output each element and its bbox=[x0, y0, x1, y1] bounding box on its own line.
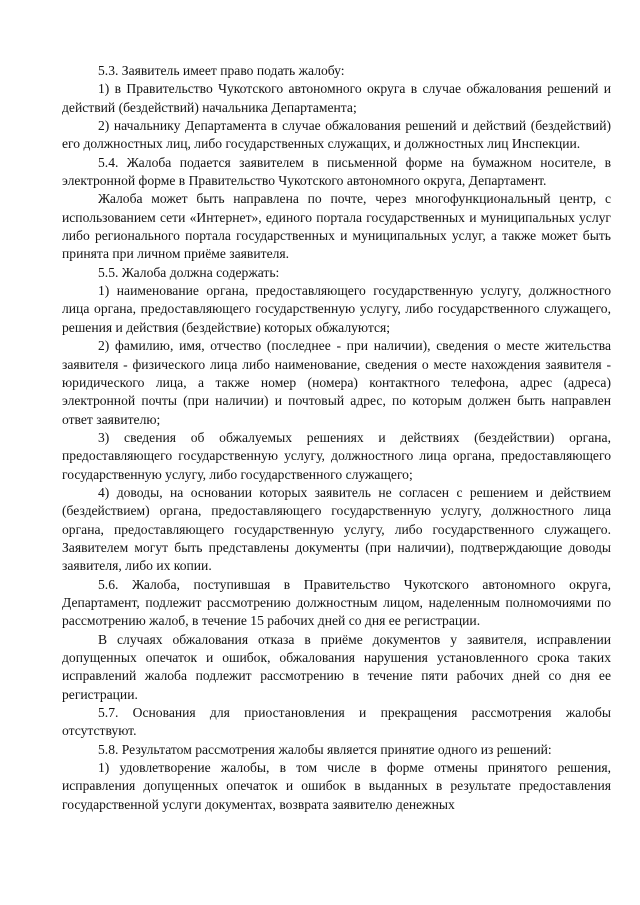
paragraph-5-5-item-3: 3) сведения об обжалуемых решениях и действиях (бездействии) органа, предоставляющего государственную услугу, должностного лица органа, предоставляющего государственную услугу, либо государственного служащего; bbox=[62, 429, 611, 482]
paragraph-5-5-item-2: 2) фамилию, имя, отчество (последнее - при наличии), сведения о месте жительства заявителя - физического лица либо наименование, сведения о месте нахождения заявителя - юридического лица, а также номер (номера) контактного телефона, адрес (адреса) электронной почты (при наличии) и почтовый адрес, по которым должен быть направлен ответ заявителю; bbox=[62, 338, 611, 427]
paragraph-5-6: 5.6. Жалоба, поступившая в Правительство Чукотского автономного округа, Департамент, подлежит рассмотрению должностным лицом, наделенным полномочиями по рассмотрению жалоб, в течение 15 рабочих дней со дня ее регистрации. bbox=[62, 576, 611, 629]
paragraph-5-3: 5.3. Заявитель имеет право подать жалобу: bbox=[98, 63, 345, 78]
paragraph-5-7: 5.7. Основания для приостановления и прекращения рассмотрения жалобы отсутствуют. bbox=[62, 705, 611, 739]
document-body bbox=[62, 62, 611, 814]
paragraph-5-5: 5.5. Жалоба должна содержать: bbox=[98, 264, 280, 280]
paragraph-5-6-refusal: В случаях обжалования отказа в приёме документов у заявителя, исправлении допущенных опечаток и ошибок, обжалования нарушения установленного срока таких исправлений жалоба подлежит рассмотрению в течение пяти рабочих дней со дня ее регистрации. bbox=[62, 631, 611, 702]
paragraph-5-4: 5.4. Жалоба подается заявителем в письменной форме на бумажном носителе, в электронной форме в Правительство Чукотского автономного округа, Департамент. bbox=[62, 154, 611, 189]
paragraph-5-8-item-1: 1) удовлетворение жалобы, в том числе в форме отмены принятого решения, исправления допущенных опечаток и ошибок в выданных в результате предоставления государственной услуги документах, возврата заявителю денежных bbox=[62, 760, 611, 812]
paragraph-5-5-item-4: 4) доводы, на основании которых заявитель не согласен с решением и действием (бездействием) органа, предоставляющего государственную услугу, должностного лица органа, предоставляющего государственную услугу, либо государственного служащего. Заявителем могут быть представлены документы (при наличии), подтверждающие доводы заявителя, либо их копии. bbox=[62, 484, 611, 574]
paragraph-5-4-delivery: Жалоба может быть направлена по почте, через многофункциональный центр, с использованием сети «Интернет», единого портала государственных и муниципальных услуг либо регионального портала государственных и муниципальных услуг, а также может быть принята при личном приёме заявителя. bbox=[62, 191, 611, 262]
paragraph-5-3-item-2: 2) начальнику Департамента в случае обжалования решений и действий (бездействий) его должностных лиц, либо государственных служащих, и должностных лиц Инспекции. bbox=[62, 118, 611, 152]
paragraph-5-5-item-1: 1) наименование органа, предоставляющего государственную услугу, должностного лица органа, предоставляющего государственную услугу, либо государственного служащего, решения и действия (бездействие) которых обжалуются; bbox=[62, 283, 611, 335]
paragraph-5-8: 5.8. Результатом рассмотрения жалобы является принятие одного из решений: bbox=[98, 741, 552, 757]
paragraph-5-3-item-1: 1) в Правительство Чукотского автономного округа в случае обжалования решений и действий (бездействий) начальника Департамента; bbox=[62, 81, 611, 115]
